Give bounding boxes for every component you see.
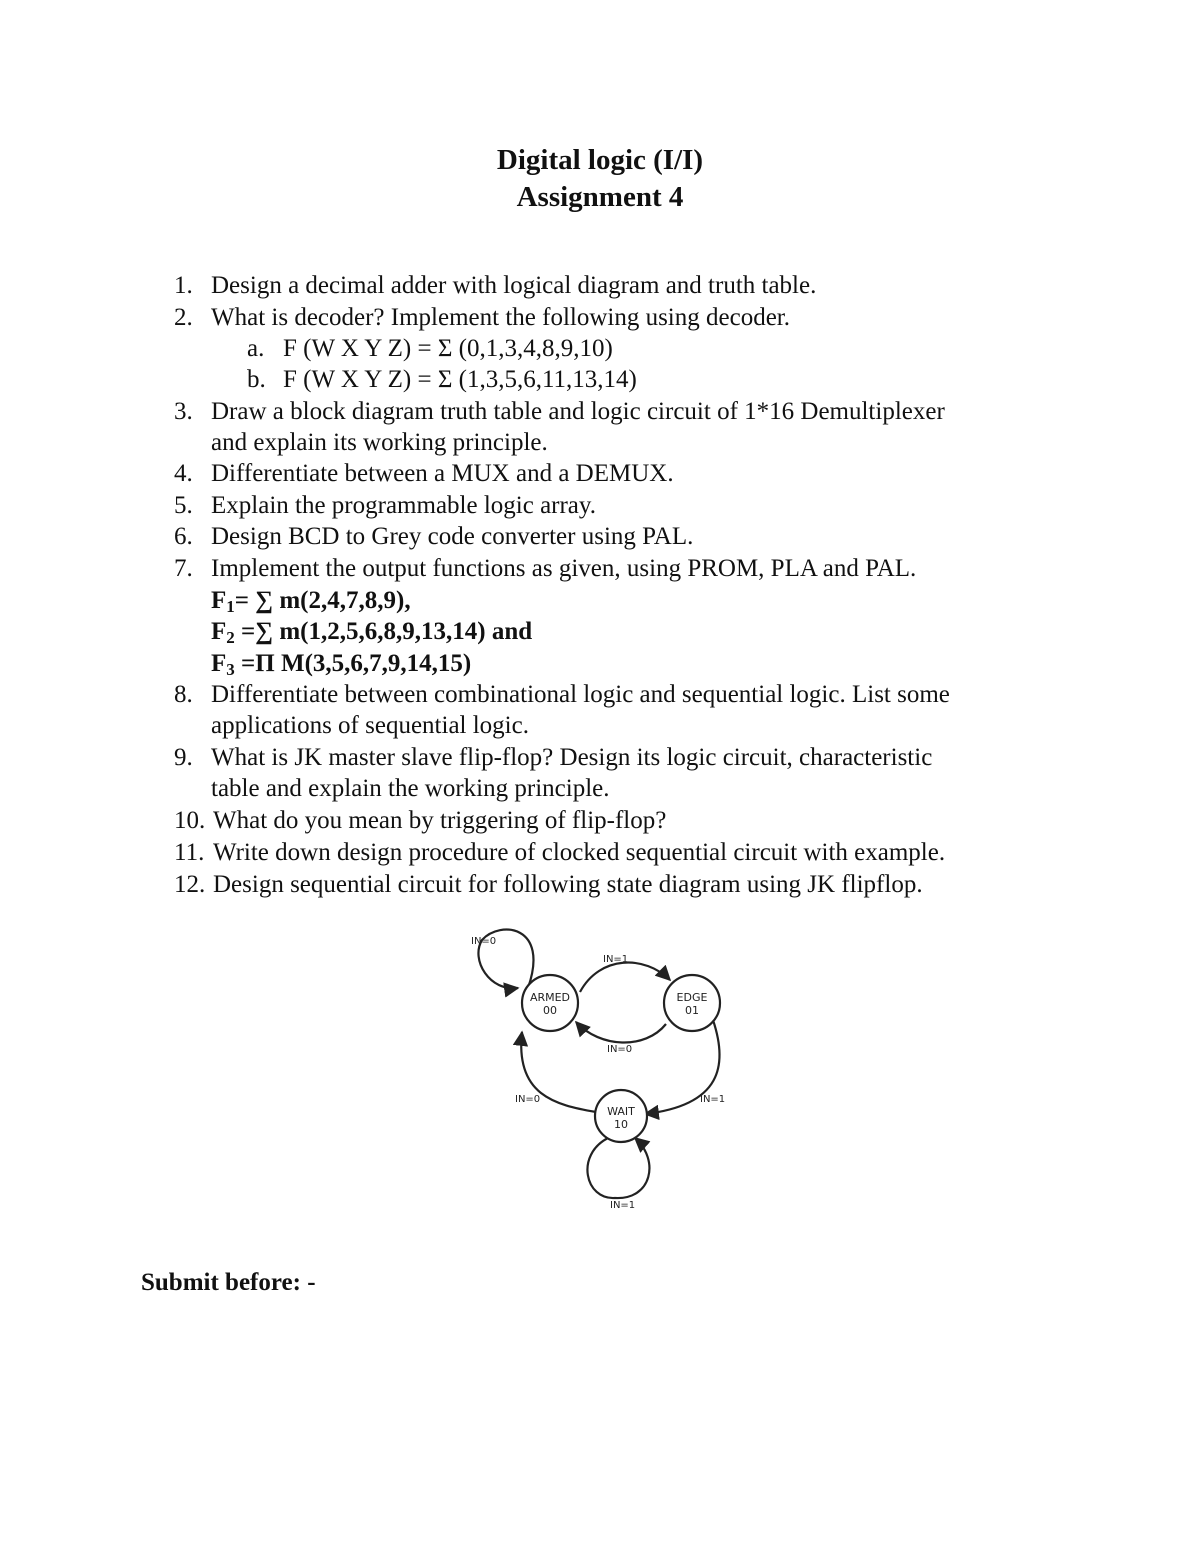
question-text: Design a decimal adder with logical diagram and truth table. (211, 272, 817, 299)
question-number: 11. (174, 839, 205, 866)
function-name: F (211, 587, 227, 614)
function-subscript: 2 (226, 628, 235, 647)
question-number: 4. (174, 460, 193, 487)
state-wait (595, 1090, 647, 1142)
question-text: What is decoder? Implement the following using decoder. (211, 304, 790, 331)
question-number: 12. (174, 871, 206, 898)
function-name: F (211, 650, 227, 677)
transition-label: IN=0 (607, 1044, 633, 1055)
function-name: F (211, 618, 227, 645)
question-number: 8. (174, 681, 193, 708)
transition-label: IN=0 (515, 1094, 541, 1105)
state-edge (664, 975, 720, 1031)
subitem-label: a. (247, 335, 265, 362)
subitem-text: F (W X Y Z) = Σ (0,1,3,4,8,9,10) (283, 335, 613, 362)
state-armed (522, 975, 578, 1031)
page-title: Digital logic (I/I) (496, 144, 704, 176)
question-text: Differentiate between a MUX and a DEMUX. (211, 460, 674, 487)
question-number: 7. (174, 555, 193, 582)
transition-label: IN=0 (471, 936, 497, 947)
function-expression: = ∑ m(2,4,7,8,9), (234, 587, 411, 614)
transition-label: IN=1 (700, 1094, 726, 1105)
transition-edge-to-armed (576, 1022, 666, 1043)
question-number: 10. (174, 807, 206, 834)
question-text: Design sequential circuit for following state diagram using JK flipflop. (213, 871, 923, 898)
question-number: 3. (174, 398, 193, 425)
question-text: Write down design procedure of clocked sequential circuit with example. (213, 839, 946, 866)
transition-label: IN=1 (603, 954, 629, 965)
question-number: 1. (174, 272, 193, 299)
question-text: What is JK master slave flip-flop? Design its logic circuit, characteristic (211, 744, 933, 771)
function-subscript: 3 (226, 660, 235, 679)
question-number: 6. (174, 523, 193, 550)
state-code: 00 (543, 1004, 557, 1017)
state-name: EDGE (676, 991, 708, 1004)
question-text: Explain the programmable logic array. (211, 492, 597, 519)
transition-label: IN=1 (610, 1200, 636, 1211)
question-number: 2. (174, 304, 193, 331)
question-text: and explain its working principle. (211, 429, 548, 456)
transition-armed-to-edge (580, 963, 670, 992)
question-text: Implement the output functions as given, using PROM, PLA and PAL. (211, 555, 917, 582)
state-code: 01 (685, 1004, 699, 1017)
question-number: 5. (174, 492, 193, 519)
question-text: What do you mean by triggering of flip-flop? (213, 807, 667, 834)
question-text: Differentiate between combinational logic and sequential logic. List some (211, 681, 950, 708)
state-diagram (460, 920, 740, 1220)
transition-wait-self-loop (587, 1138, 649, 1198)
question-text: Design BCD to Grey code converter using PAL. (211, 523, 694, 550)
subitem-text: F (W X Y Z) = Σ (1,3,5,6,11,13,14) (283, 366, 637, 393)
submit-before-label: Submit before: - (141, 1269, 316, 1296)
question-text: table and explain the working principle. (211, 775, 610, 802)
function-expression: =Π M(3,5,6,7,9,14,15) (234, 650, 472, 677)
state-code: 10 (614, 1118, 628, 1131)
question-text: Draw a block diagram truth table and logic circuit of 1*16 Demultiplexer (211, 398, 945, 425)
question-text: applications of sequential logic. (211, 712, 529, 739)
question-number: 9. (174, 744, 193, 771)
state-name: WAIT (607, 1105, 635, 1118)
page-subtitle: Assignment 4 (516, 181, 684, 213)
subitem-label: b. (247, 366, 266, 393)
function-expression: =∑ m(1,2,5,6,8,9,13,14) and (234, 618, 533, 645)
function-subscript: 1 (226, 597, 235, 616)
state-name: ARMED (529, 991, 571, 1004)
